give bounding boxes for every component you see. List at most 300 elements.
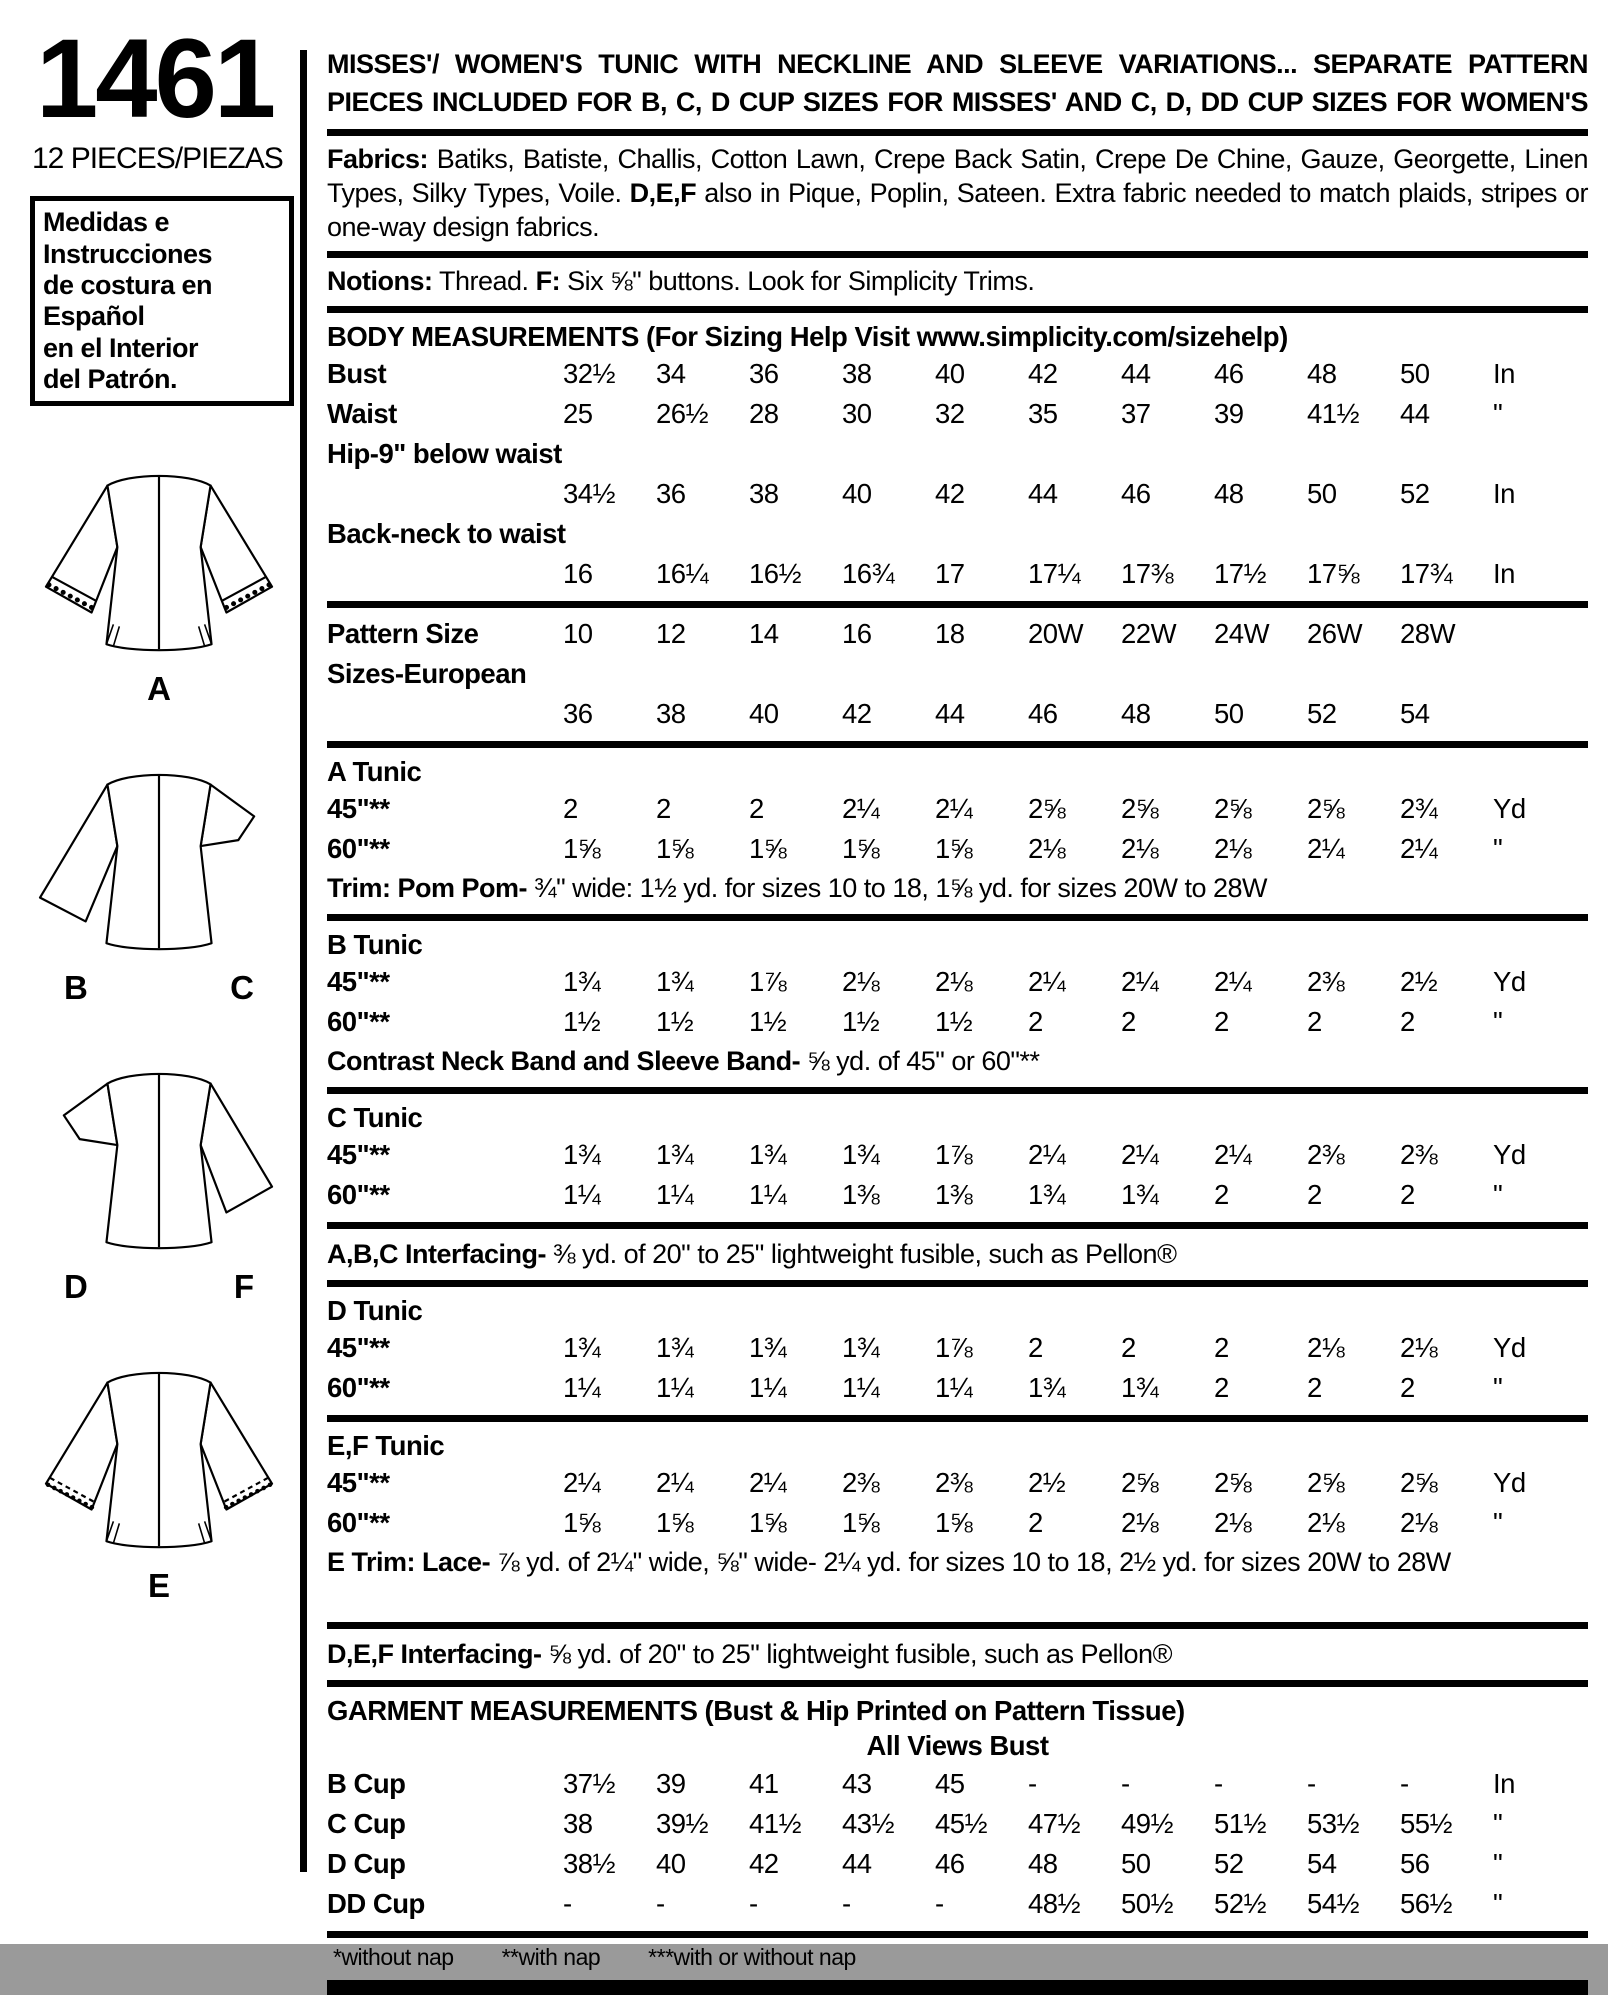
value-cell: 16¼ [656, 557, 709, 589]
row-label-spacer [327, 694, 563, 734]
abc-interfacing-note [327, 1235, 1588, 1273]
notions-view-bold: F: [535, 266, 561, 297]
value-cell: 48 [1028, 1847, 1058, 1879]
view-letter: F [233, 1268, 254, 1306]
row-label: B Cup [327, 1767, 406, 1799]
table-row-european-values [327, 694, 1588, 734]
value-cell: 2 [1121, 1005, 1136, 1037]
value-cell: 16 [842, 617, 872, 649]
tunic-view-df [30, 1038, 288, 1306]
value-cell: - [1121, 1767, 1130, 1799]
table-row-waist [327, 394, 1588, 434]
value-cell: 12 [656, 617, 686, 649]
value-cell: **with nap [501, 1943, 601, 1970]
section-divider [327, 306, 1588, 313]
value-cell: 2⅛ [1400, 1331, 1438, 1363]
view-labels [30, 969, 288, 1007]
table-row-ddcup [327, 1884, 1588, 1924]
row-label: D Cup [327, 1847, 406, 1879]
value-cell: 2⅜ [1307, 1138, 1345, 1170]
tunic-illustration-e [30, 1337, 288, 1567]
value-cell: 1¼ [935, 1371, 973, 1403]
value-cell: 44 [1121, 357, 1151, 389]
value-cell: 1¾ [563, 1138, 601, 1170]
value-cell: 34½ [563, 477, 616, 509]
value-cell: 2 [1028, 1506, 1043, 1538]
value-cell: 2¼ [1028, 965, 1066, 997]
value-cell: 38 [749, 477, 779, 509]
value-cell: 56½ [1400, 1887, 1453, 1919]
view-labels [30, 1268, 288, 1306]
value-cell: 40 [749, 697, 779, 729]
value-cell: 2⅝ [1307, 1466, 1345, 1498]
value-cell: 38 [842, 357, 872, 389]
garment-measurements-title: GARMENT MEASUREMENTS (Bust & Hip Printed on Pattern Tissue) [327, 1694, 1185, 1726]
value-cell: de costura en Español [43, 270, 213, 332]
value-cell: 2¼ [656, 1466, 694, 1498]
value-cell: 55½ [1400, 1807, 1453, 1839]
section-divider [327, 741, 1588, 748]
value-cell: 1½ [563, 1005, 601, 1037]
value-cell: 2⅛ [1028, 832, 1066, 864]
note-lead: A,B,C Interfacing- [327, 1238, 547, 1269]
fabrics-text: Batiks, Batiste, Challis, Cotton Lawn, Crepe Back Satin, Crepe De Chine, Gauze, Georgette, Linen Types, Silky Types, Voile. [327, 143, 1588, 208]
row-label: C Cup [327, 1807, 406, 1839]
tunic-b-contrast-note [327, 1042, 1588, 1080]
table-row-b60 [327, 1002, 1588, 1042]
value-cell: 38½ [563, 1847, 616, 1879]
tunic-e-lace-note [327, 1543, 1588, 1581]
value-cell: 2⅜ [842, 1466, 880, 1498]
value-cell: 26W [1307, 617, 1363, 649]
section-divider [327, 1931, 1588, 1938]
section-divider [327, 601, 1588, 608]
view-letter: A [147, 670, 171, 708]
note-text: ⅞ yd. of 2¼" wide, ⅝" wide- 2¼ yd. for sizes 10 to 18, 2½ yd. for sizes 20W to 28W [497, 1546, 1451, 1577]
value-cell: 1¼ [749, 1371, 787, 1403]
value-cell: 2⅛ [935, 965, 973, 997]
value-cell: 52 [1214, 1847, 1244, 1879]
value-cell: 1⅜ [842, 1178, 880, 1210]
value-cell: 17⅝ [1307, 557, 1360, 589]
value-cell: 51½ [1214, 1807, 1267, 1839]
table-row-a60 [327, 829, 1588, 869]
value-cell: 50 [1400, 357, 1430, 389]
row-values [563, 354, 1493, 394]
value-cell: 2¼ [842, 792, 880, 824]
value-cell: 2 [1028, 1005, 1043, 1037]
value-cell: 43 [842, 1767, 872, 1799]
value-cell: 36 [656, 477, 686, 509]
table-row-ef45 [327, 1463, 1588, 1503]
row-unit: In [1493, 357, 1515, 389]
row-unit: Yd [1493, 792, 1526, 824]
value-cell: 1¼ [656, 1371, 694, 1403]
value-cell: 38 [563, 1807, 593, 1839]
value-cell: 36 [749, 357, 779, 389]
row-unit: " [1493, 1178, 1503, 1210]
value-cell: 16 [563, 557, 593, 589]
row-unit: In [1493, 557, 1515, 589]
fabrics-views-bold: D,E,F [629, 177, 697, 208]
row-unit: Yd [1493, 965, 1526, 997]
value-cell: 54 [1400, 697, 1430, 729]
section-divider [327, 1280, 1588, 1287]
value-cell: 16½ [749, 557, 802, 589]
value-cell: 14 [749, 617, 779, 649]
fabrics-paragraph [327, 142, 1588, 245]
value-cell: 2⅝ [1121, 792, 1159, 824]
value-cell: 1⅝ [935, 1506, 973, 1538]
value-cell: 50 [1307, 477, 1337, 509]
view-letter: B [64, 969, 88, 1007]
row-label: Pattern Size [327, 617, 479, 649]
value-cell: 26½ [656, 397, 709, 429]
section-divider [327, 1415, 1588, 1422]
value-cell: 48 [1121, 697, 1151, 729]
value-cell: - [656, 1887, 665, 1919]
value-cell: 1¼ [656, 1178, 694, 1210]
row-label: 45"** [327, 1331, 390, 1363]
row-label: Back-neck to waist [327, 517, 566, 549]
value-cell: 2 [1121, 1331, 1136, 1363]
value-cell: 40 [656, 1847, 686, 1879]
section-divider [327, 129, 1588, 136]
row-values [563, 1175, 1493, 1215]
pieces-count: 12 PIECES/PIEZAS [32, 142, 283, 176]
value-cell: 2 [1028, 1331, 1043, 1363]
note-lead: Contrast Neck Band and Sleeve Band- [327, 1045, 801, 1076]
value-cell: 2 [1214, 1331, 1229, 1363]
row-values [563, 1804, 1493, 1844]
pattern-number: 1461 [36, 16, 274, 141]
row-unit: Yd [1493, 1466, 1526, 1498]
row-values [563, 829, 1493, 869]
value-cell: 1¾ [656, 1331, 694, 1363]
value-cell: 42 [1028, 357, 1058, 389]
row-unit: " [1493, 1887, 1503, 1919]
value-cell: 49½ [1121, 1807, 1174, 1839]
tunic-b-title: B Tunic [327, 928, 423, 960]
fabrics-text: also in Pique, Poplin, Sateen. Extra fabric needed to match plaids, stripes or one-way design fabrics. [327, 177, 1588, 243]
row-label-spacer [327, 554, 563, 594]
value-cell: 45 [935, 1767, 965, 1799]
value-cell: *without nap [333, 1943, 454, 1970]
value-cell: 1⅝ [656, 1506, 694, 1538]
section-divider [327, 1622, 1588, 1629]
row-values [563, 1764, 1493, 1804]
value-cell: 17½ [1214, 557, 1267, 589]
left-column [12, 16, 300, 1944]
value-cell: 52½ [1214, 1887, 1267, 1919]
note-lead: Trim: Pom Pom- [327, 872, 528, 903]
value-cell: 22W [1121, 617, 1177, 649]
row-unit: " [1493, 397, 1503, 429]
value-cell: 2⅜ [1307, 965, 1345, 997]
value-cell: 2 [1400, 1371, 1415, 1403]
row-label: 60"** [327, 1005, 390, 1037]
notions-text: Thread. [439, 266, 529, 297]
value-cell: 2 [563, 792, 578, 824]
value-cell: 43½ [842, 1807, 895, 1839]
value-cell: 36 [563, 697, 593, 729]
notions-label: Notions: [327, 266, 433, 297]
value-cell: 48 [1307, 357, 1337, 389]
value-cell: 1¾ [1121, 1371, 1159, 1403]
table-row-a45 [327, 789, 1588, 829]
value-cell: 16¾ [842, 557, 895, 589]
row-unit: Yd [1493, 1138, 1526, 1170]
value-cell: del Patrón. [43, 363, 178, 394]
value-cell: 1⅝ [749, 1506, 787, 1538]
value-cell: 40 [935, 357, 965, 389]
value-cell: 1¾ [842, 1138, 880, 1170]
value-cell: 32 [935, 397, 965, 429]
row-label: Waist [327, 397, 397, 429]
vertical-divider [300, 50, 307, 1872]
value-cell: 2 [749, 792, 764, 824]
value-cell: - [1214, 1767, 1223, 1799]
value-cell: 48 [1214, 477, 1244, 509]
value-cell: 41 [749, 1767, 779, 1799]
value-cell: 1¼ [842, 1371, 880, 1403]
value-cell: 1½ [935, 1005, 973, 1037]
spanish-note-box [30, 196, 294, 406]
table-row-bust [327, 354, 1588, 394]
value-cell: 1¾ [1028, 1178, 1066, 1210]
value-cell: 41½ [1307, 397, 1360, 429]
value-cell: 2¼ [1214, 965, 1252, 997]
value-cell: 56 [1400, 1847, 1430, 1879]
value-cell: 46 [935, 1847, 965, 1879]
tunic-view-bc [30, 739, 288, 1007]
table-row-dcup [327, 1844, 1588, 1884]
value-cell: - [842, 1887, 851, 1919]
value-cell: 46 [1121, 477, 1151, 509]
section-divider [327, 914, 1588, 921]
value-cell: 2⅛ [842, 965, 880, 997]
value-cell: 1⅝ [563, 832, 601, 864]
value-cell: 37½ [563, 1767, 616, 1799]
value-cell: 28W [1400, 617, 1456, 649]
bottom-bar [327, 1980, 1588, 1995]
value-cell: 1⅞ [749, 965, 787, 997]
value-cell: 1¾ [656, 965, 694, 997]
value-cell: 2⅛ [1307, 1506, 1345, 1538]
table-row-d60 [327, 1368, 1588, 1408]
value-cell: 2 [1307, 1371, 1322, 1403]
value-cell: 50 [1214, 697, 1244, 729]
value-cell: 17¼ [1028, 557, 1081, 589]
value-cell: - [935, 1887, 944, 1919]
value-cell: 2⅝ [1028, 792, 1066, 824]
row-values [563, 1503, 1493, 1543]
value-cell: 38 [656, 697, 686, 729]
row-label: 45"** [327, 1138, 390, 1170]
view-letter: C [230, 969, 254, 1007]
value-cell: 17¾ [1400, 557, 1453, 589]
row-unit: Yd [1493, 1331, 1526, 1363]
value-cell: 52 [1307, 697, 1337, 729]
value-cell: 1¼ [749, 1178, 787, 1210]
value-cell: 1¾ [842, 1331, 880, 1363]
table-row-b45 [327, 962, 1588, 1002]
value-cell: 2 [1307, 1178, 1322, 1210]
value-cell: 2⅛ [1400, 1506, 1438, 1538]
value-cell: 25 [563, 397, 593, 429]
value-cell: 2¼ [1121, 965, 1159, 997]
value-cell: 46 [1214, 357, 1244, 389]
value-cell: 44 [1028, 477, 1058, 509]
row-unit: In [1493, 1767, 1515, 1799]
table-row-hip-label [327, 434, 1588, 474]
value-cell: 35 [1028, 397, 1058, 429]
value-cell: 48½ [1028, 1887, 1081, 1919]
value-cell: 1¾ [749, 1331, 787, 1363]
value-cell: - [563, 1887, 572, 1919]
row-unit: " [1493, 1005, 1503, 1037]
note-lead: D,E,F Interfacing- [327, 1638, 542, 1669]
tunic-c-title: C Tunic [327, 1101, 423, 1133]
value-cell: 2¼ [749, 1466, 787, 1498]
view-labels [30, 670, 288, 708]
value-cell: - [1400, 1767, 1409, 1799]
section-divider [327, 1222, 1588, 1229]
table-row-ccup [327, 1804, 1588, 1844]
value-cell: 2 [1400, 1005, 1415, 1037]
row-values [563, 1844, 1493, 1884]
row-label: DD Cup [327, 1887, 425, 1919]
value-cell: 1½ [656, 1005, 694, 1037]
value-cell: 18 [935, 617, 965, 649]
value-cell: 20W [1028, 617, 1084, 649]
value-cell: 52 [1400, 477, 1430, 509]
tunic-view-a [30, 440, 288, 708]
value-cell: 17 [935, 557, 965, 589]
value-cell: 42 [842, 697, 872, 729]
value-cell: 44 [842, 1847, 872, 1879]
value-cell: 1⅝ [749, 832, 787, 864]
row-label: Sizes-European [327, 657, 527, 689]
row-values [563, 694, 1493, 734]
value-cell: 2¼ [1307, 832, 1345, 864]
note-lead: E Trim: Lace- [327, 1546, 491, 1577]
value-cell: 2⅛ [1307, 1331, 1345, 1363]
value-cell: 37 [1121, 397, 1151, 429]
value-cell: 2¼ [1214, 1138, 1252, 1170]
value-cell: 2 [1400, 1178, 1415, 1210]
value-cell: 24W [1214, 617, 1270, 649]
row-label: Hip-9" below waist [327, 437, 562, 469]
value-cell: 2¼ [1121, 1138, 1159, 1170]
def-interfacing-note [327, 1635, 1588, 1673]
table-row-backneck-label [327, 514, 1588, 554]
value-cell: 1⅝ [842, 1506, 880, 1538]
view-letter: E [147, 1567, 170, 1605]
notions-paragraph [327, 264, 1588, 298]
value-cell: 32½ [563, 357, 616, 389]
value-cell: 2⅝ [1307, 792, 1345, 824]
fabrics-label: Fabrics: [327, 143, 429, 174]
table-row-c60 [327, 1175, 1588, 1215]
value-cell: 2½ [1028, 1466, 1066, 1498]
value-cell: 28 [749, 397, 779, 429]
value-cell: 2⅛ [1214, 1506, 1252, 1538]
section-divider [327, 251, 1588, 258]
value-cell: 2⅛ [1121, 1506, 1159, 1538]
value-cell: 2¼ [1028, 1138, 1066, 1170]
value-cell: 1¾ [563, 965, 601, 997]
value-cell: 1¾ [1121, 1178, 1159, 1210]
table-row-pattern-size [327, 614, 1588, 654]
value-cell: 1½ [842, 1005, 880, 1037]
value-cell: 2¾ [1400, 792, 1438, 824]
note-text: ⅝ yd. of 20" to 25" lightweight fusible, such as Pellon® [548, 1638, 1172, 1669]
row-label: 45"** [327, 1466, 390, 1498]
value-cell: - [749, 1887, 758, 1919]
value-cell: 2⅜ [935, 1466, 973, 1498]
value-cell: 54½ [1307, 1887, 1360, 1919]
row-values [563, 394, 1493, 434]
nap-footnotes [333, 1944, 1588, 1970]
value-cell: 1⅝ [656, 832, 694, 864]
value-cell: 39 [656, 1767, 686, 1799]
value-cell: 47½ [1028, 1807, 1081, 1839]
note-text: ⅜ yd. of 20" to 25" lightweight fusible, such as Pellon® [553, 1238, 1177, 1269]
value-cell: - [1307, 1767, 1316, 1799]
row-values [563, 474, 1493, 514]
value-cell: 1⅝ [842, 832, 880, 864]
row-unit: " [1493, 1807, 1503, 1839]
row-label: 45"** [327, 792, 390, 824]
tunic-d-title: D Tunic [327, 1294, 423, 1326]
value-cell: 1½ [749, 1005, 787, 1037]
value-cell: 1¾ [656, 1138, 694, 1170]
section-divider [327, 1087, 1588, 1094]
tunic-ef-title: E,F Tunic [327, 1429, 445, 1461]
garment-subtitle: All Views Bust [866, 1729, 1049, 1761]
view-letter: D [64, 1268, 88, 1306]
value-cell: 44 [935, 697, 965, 729]
spacer [327, 1581, 1588, 1615]
table-row-ef60 [327, 1503, 1588, 1543]
row-values [563, 1463, 1493, 1503]
row-unit: " [1493, 1371, 1503, 1403]
value-cell: 2⅝ [1121, 1466, 1159, 1498]
value-cell: 1⅜ [935, 1178, 973, 1210]
body-measurements-title: BODY MEASUREMENTS (For Sizing Help Visit www.simplicity.com/sizehelp) [327, 320, 1288, 352]
value-cell: 1¼ [563, 1178, 601, 1210]
table-row-c45 [327, 1135, 1588, 1175]
info-column [307, 26, 1592, 1970]
row-label: 60"** [327, 1506, 390, 1538]
value-cell: 45½ [935, 1807, 988, 1839]
row-label: 60"** [327, 1371, 390, 1403]
row-values [563, 1884, 1493, 1924]
value-cell: 2¼ [935, 792, 973, 824]
value-cell: 41½ [749, 1807, 802, 1839]
value-cell: 44 [1400, 397, 1430, 429]
note-text: ¾" wide: 1½ yd. for sizes 10 to 18, 1⅝ yd. for sizes 20W to 28W [534, 872, 1267, 903]
value-cell: 2½ [1400, 965, 1438, 997]
table-row-european-label [327, 654, 1588, 694]
value-cell: 2¼ [563, 1466, 601, 1498]
value-cell: 2 [656, 792, 671, 824]
value-cell: 1⅝ [935, 832, 973, 864]
row-values [563, 962, 1493, 1002]
value-cell: 34 [656, 357, 686, 389]
view-labels [30, 1567, 288, 1605]
